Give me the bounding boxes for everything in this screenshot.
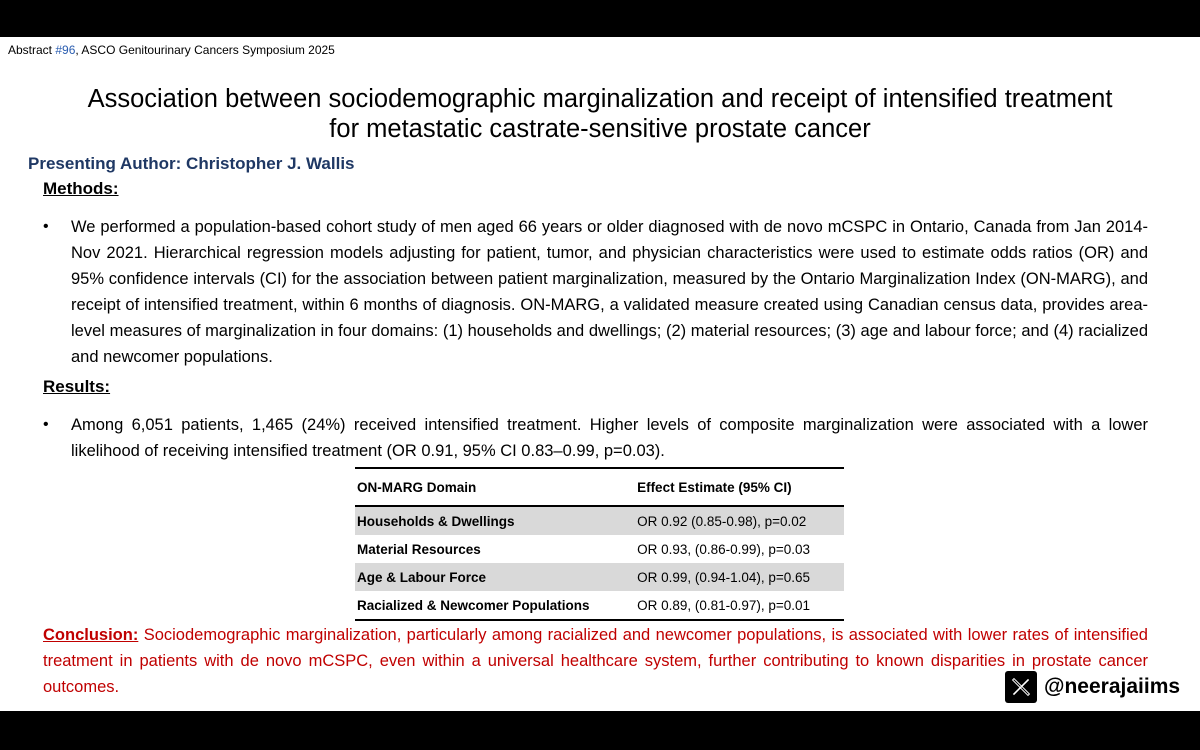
methods-heading: Methods: (43, 179, 119, 198)
conference-name: , ASCO Genitourinary Cancers Symposium 2025 (75, 43, 335, 57)
estimate-cell: OR 0.89, (0.81-0.97), p=0.01 (635, 591, 844, 620)
conclusion-label: Conclusion: (43, 626, 139, 644)
table-row (355, 591, 844, 620)
x-logo-icon (1005, 671, 1037, 703)
abstract-prefix: Abstract (8, 43, 56, 57)
table-row (355, 535, 844, 563)
social-handle[interactable] (1005, 671, 1180, 703)
methods-bullet (43, 214, 1148, 370)
bullet-icon: • (43, 218, 49, 235)
conclusion-text: Sociodemographic marginalization, particularly among racialized and newcomer populations, is associated with lower rates of intensified treatment in patients with de novo mCSPC, even within a universal healthcare system, further contributing to known disparities in prostate cancer outcomes. (43, 626, 1148, 696)
domain-cell: Households & Dwellings (355, 506, 635, 535)
estimate-cell: OR 0.93, (0.86-0.99), p=0.03 (637, 541, 811, 557)
table-row (355, 563, 844, 591)
column-header-domain: ON-MARG Domain (355, 468, 635, 506)
slide-title (30, 84, 1170, 144)
title-line-1: Association between sociodemographic marginalization and receipt of intensified treatment (87, 85, 1113, 113)
abstract-number: #96 (55, 43, 76, 57)
on-marg-table (355, 467, 844, 621)
title-line-2: for metastatic castrate-sensitive prostate cancer (329, 115, 871, 143)
presenting-author: Presenting Author: Christopher J. Wallis (28, 154, 355, 173)
handle-text: @neerajaiims (1044, 675, 1181, 698)
domain-cell: Material Resources (357, 541, 481, 557)
table-row (355, 506, 844, 535)
estimate-cell: OR 0.92 (0.85-0.98), p=0.02 (635, 506, 844, 535)
conclusion-paragraph (43, 622, 1148, 700)
results-heading: Results: (43, 377, 111, 396)
column-header-estimate: Effect Estimate (95% CI) (635, 468, 844, 506)
slide (0, 37, 1200, 711)
estimate-cell: OR 0.99, (0.94-1.04), p=0.65 (635, 563, 844, 591)
results-text: Among 6,051 patients, 1,465 (24%) received intensified treatment. Higher levels of composite marginalization were associated with a lower likelihood of receiving intensified treatment (OR 0.91, 95% CI 0.83–0.99, p=0.03). (71, 416, 1148, 460)
bullet-icon: • (43, 416, 49, 433)
methods-text: We performed a population-based cohort study of men aged 66 years or older diagnosed with de novo mCSPC in Ontario, Canada from Jan 2014-Nov 2021. Hierarchical regression models adjusting for patient, tumor, and physician characteristics were used to estimate odds ratios (OR) and 95% confidence intervals (CI) for the association between patient marginalization, measured by the Ontario Marginalization Index (ON-MARG), and receipt of intensified treatment, within 6 months of diagnosis. ON-MARG, a validated measure created using Canadian census data, provides area-level measures of marginalization in four domains: (1) households and dwellings; (2) material resources; (3) age and labour force; and (4) racialized and newcomer populations. (71, 218, 1148, 366)
domain-cell: Racialized & Newcomer Populations (355, 591, 635, 620)
results-bullet (43, 412, 1148, 464)
domain-cell: Age & Labour Force (355, 563, 635, 591)
abstract-reference (8, 43, 335, 57)
table-header-row (355, 468, 844, 506)
